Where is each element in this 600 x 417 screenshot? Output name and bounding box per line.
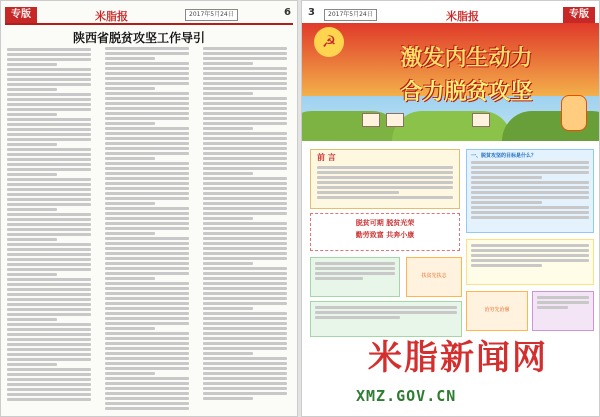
section-label: 专版 [563, 7, 595, 23]
faq-title: 一、脱贫攻坚的目标是什么？ [471, 153, 537, 159]
house-icon [472, 113, 490, 127]
issue-date: 2017年5月24日 [324, 9, 377, 21]
issue-date: 2017年5月24日 [185, 9, 238, 21]
house-icon [362, 113, 380, 127]
party-emblem-icon: ☭ [314, 27, 344, 57]
text-column-1 [7, 45, 91, 411]
paper-name: 米脂报 [95, 10, 128, 23]
article-title: 陕西省脱贫攻坚工作导引 [73, 31, 206, 45]
foreword-text [317, 164, 453, 201]
cartoon-caption-2: 治穷先治愚 [484, 307, 510, 313]
farmer-mascot-icon [561, 95, 587, 131]
faq-box [466, 149, 594, 233]
left-newspaper-page [0, 0, 298, 417]
foreword-box [310, 149, 460, 209]
banner-headline-2: 合力脱贫攻坚 [400, 80, 533, 105]
question-box [310, 257, 400, 297]
text-column-2 [105, 45, 189, 411]
section-label: 专版 [5, 7, 37, 23]
text-column-3 [203, 45, 287, 411]
hero-banner [302, 23, 599, 141]
left-page-header [5, 7, 293, 25]
banner-headline-1: 激发内生动力 [400, 46, 533, 71]
slogan-line-1: 脱贫可期 脱贫光荣 [355, 219, 415, 227]
foreword-title: 前 言 [317, 153, 336, 162]
house-icon [386, 113, 404, 127]
question-box [532, 291, 594, 331]
page-number: 6 [284, 7, 291, 18]
hill-illustration [392, 111, 512, 141]
watermark-site-name: 米脂新闻网 [368, 338, 548, 378]
faq-text [471, 161, 589, 219]
cartoon-illustration [466, 291, 528, 331]
cartoon-caption-1: 扶贫先扶志 [421, 273, 447, 279]
paper-name: 米脂报 [446, 10, 479, 23]
page-number: 3 [308, 7, 315, 18]
slogan-line-2: 勤劳致富 共奔小康 [355, 231, 415, 239]
question-box [466, 239, 594, 285]
watermark-url: XMZ.GOV.CN [356, 387, 457, 405]
slogan-box [310, 213, 460, 251]
cartoon-illustration [406, 257, 462, 297]
